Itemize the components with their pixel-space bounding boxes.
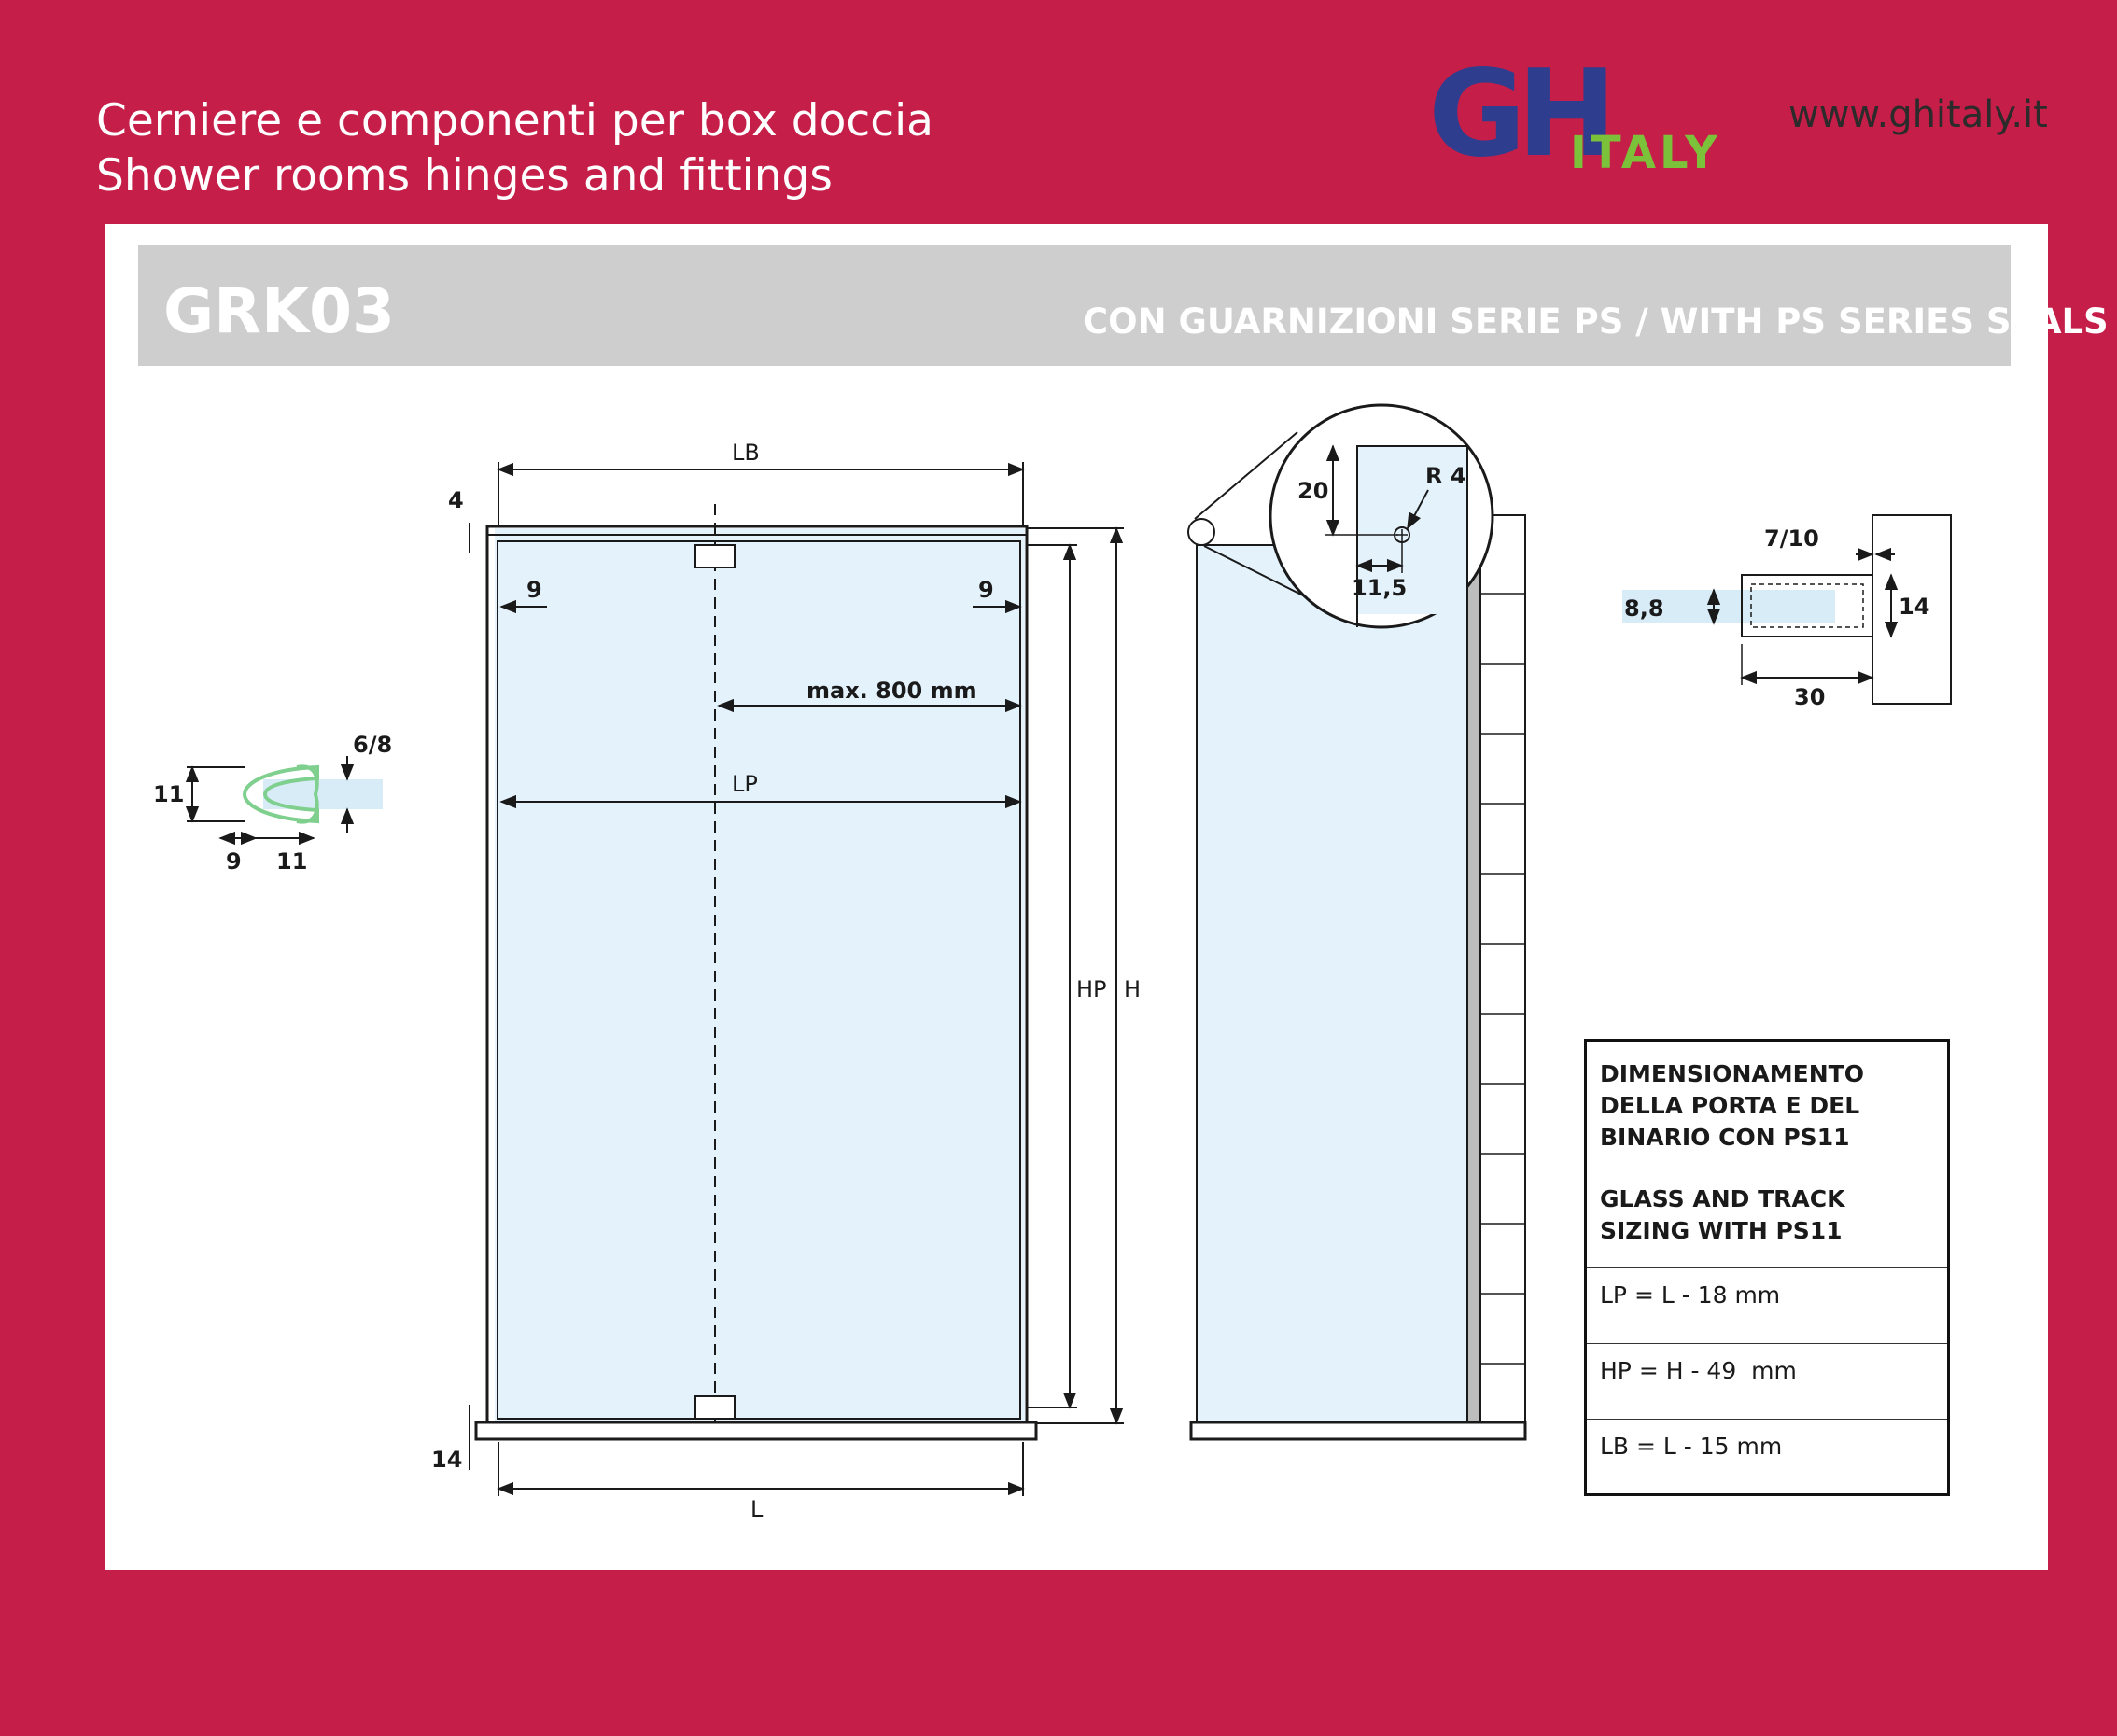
side-track [1191, 1422, 1525, 1439]
header-title-it: Cerniere e componenti per box doccia [96, 95, 933, 147]
seal-glass-label: 6/8 [353, 732, 393, 758]
bottom-hinge [695, 1396, 735, 1419]
detail-height-label: 20 [1297, 478, 1329, 504]
spec-head-en: GLASS AND TRACK SIZING WITH PS11 [1600, 1185, 1845, 1244]
bottom-gap-label: 14 [431, 1447, 463, 1473]
h-label: H [1124, 976, 1142, 1002]
side-frame-edge [1467, 545, 1480, 1422]
bottom-track [476, 1422, 1036, 1439]
front-elevation [476, 504, 1036, 1439]
seal-depth-b-label: 11 [276, 848, 308, 875]
top-gap-label: 4 [448, 487, 464, 513]
track-glass-label: 8,8 [1624, 595, 1664, 622]
top-hinge [695, 545, 735, 567]
right-gap-label: 9 [978, 577, 994, 603]
spec-row-lb: LB = L - 15 mm [1600, 1433, 1783, 1460]
seal-profile [153, 732, 392, 875]
logo-gh-text: GH [1428, 52, 1608, 174]
track-top-label: 7/10 [1764, 525, 1819, 552]
spec-head-it: DIMENSIONAMENTO DELLA PORTA E DEL BINARIO CON PS11 [1600, 1060, 1864, 1151]
spec-row-lp: LP = L - 18 mm [1587, 1268, 1947, 1344]
left-gap-label: 9 [526, 577, 542, 603]
header-title-en: Shower rooms hinges and fittings [96, 150, 833, 202]
logo-italy-text: ITALY [1570, 127, 1721, 174]
side-glass [1197, 545, 1467, 1422]
hp-label: HP [1076, 976, 1107, 1002]
side-wall [1480, 515, 1525, 1430]
spec-table [1584, 1039, 1950, 1496]
seal-height-label: 11 [153, 781, 185, 807]
lp-label: LP [732, 771, 758, 797]
detail-offset-label: 11,5 [1352, 575, 1408, 601]
track-height-label: 14 [1899, 594, 1930, 620]
product-subtitle: CON GUARNIZIONI SERIE PS / WITH PS SERIES SEALS [1083, 301, 2109, 342]
glass-pane [495, 528, 1025, 1424]
spec-table-head [1587, 1042, 1947, 1268]
seal-depth-a-label: 9 [226, 848, 242, 875]
detail-callout-circle [1188, 519, 1214, 545]
max-width-label: max. 800 mm [806, 678, 977, 704]
lb-label: LB [732, 440, 760, 466]
track-width-label: 30 [1794, 684, 1826, 710]
detail-radius-label: R 4 [1425, 463, 1466, 489]
l-label: L [750, 1496, 764, 1522]
website-link[interactable]: www.ghitaly.it [1788, 93, 2048, 136]
spec-row-hp: HP = H - 49 mm [1587, 1344, 1947, 1420]
product-code: GRK03 [163, 275, 395, 347]
